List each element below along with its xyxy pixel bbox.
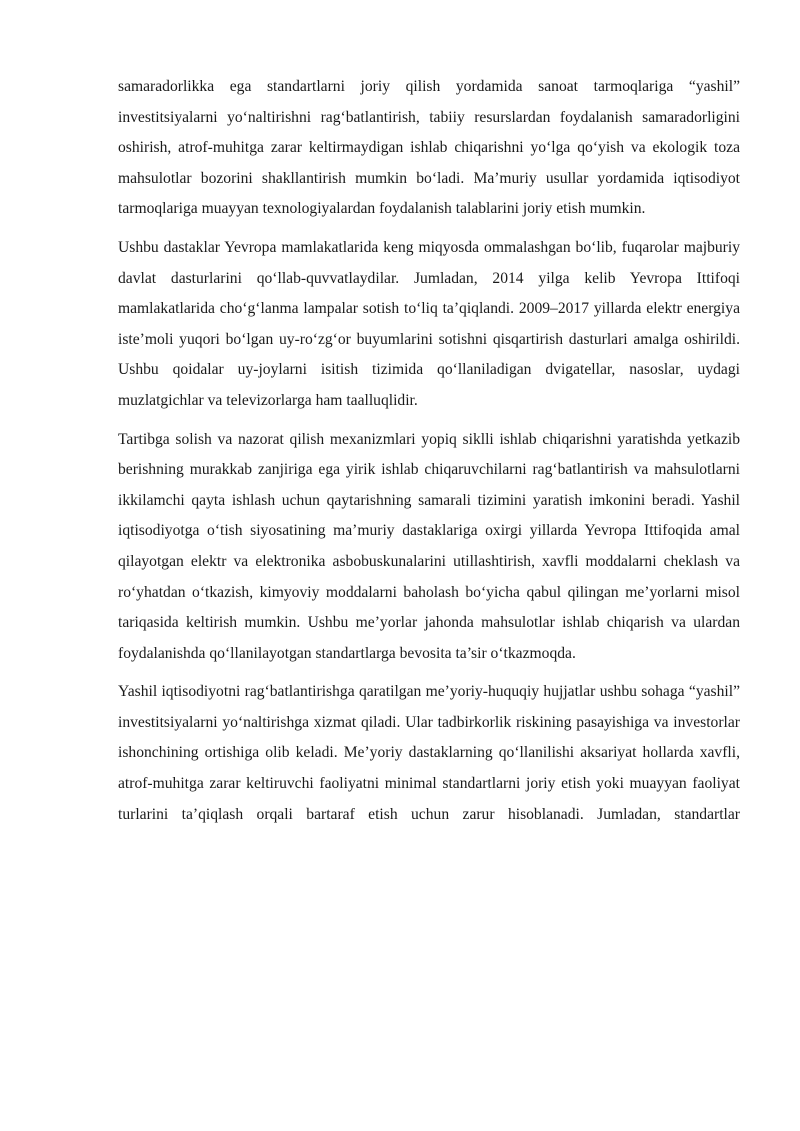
paragraph: Tartibga solish va nazorat qilish mexanizmlari yopiq siklli ishlab chiqarishni yaratishda yetkazib berishning murakkab zanjiriga ega yirik ishlab chiqaruvchilarni rag‘batlantirish va mahsulotlarni ikkilamchi qayta ishlash uchun qaytarishning samarali tizimini yaratish imkonini beradi. Yashil iqtisodiyotga o‘tish siyosatining ma’muriy dastaklariga oxirgi yillarda Yevropa Ittifoqida amal qilayotgan elektr va elektronika asbobuskunalarini utillashtirish, xavfli moddalarni cheklash va ro‘yhatdan o‘tkazish, kimyoviy moddalarni baholash bo‘yicha qabul qilingan me’yorlarni misol tariqasida keltirish mumkin. Ushbu me’yorlar jahonda mahsulotlar ishlab chiqarish va ulardan foydalanishda qo‘llanilayotgan standartlarga bevosita ta’sir o‘tkazmoqda.	[118, 430, 740, 662]
paragraph: Yashil iqtisodiyotni rag‘batlantirishga qaratilgan me’yoriy-huquqiy hujjatlar ushbu sohaga “yashil” investitsiyalarni yo‘naltirishga xizmat qiladi. Ular tadbirkorlik riskining pasayishiga va investorlar ishonchining ortishiga olib keladi. Me’yoriy dastaklarning qo‘llanilishi aksariyat hollarda xavfli, atrof-muhitga zarar keltiruvchi faoliyatni minimal standartlarni joriy etish yoki muayyan faoliyat turlarini ta’qiqlash orqali bartaraf etish uchun zarur hisoblanadi. Jumladan, standartlar	[118, 683, 740, 823]
paragraph: samaradorlikka ega standartlarni joriy qilish yordamida sanoat tarmoqlariga “yashil” investitsiyalarni yo‘naltirishni rag‘batlantirish, tabiiy resurslardan foydalanish samaradorligini oshirish, atrof-muhitga zarar keltirmaydigan ishlab chiqarishni yo‘lga qo‘yish va ekologik toza mahsulotlar bozorini shakllantirish mumkin bo‘ladi. Ma’muriy usullar yordamida iqtisodiyot tarmoqlariga muayyan texnologiyalardan foydalanish talablarini joriy etish mumkin.	[118, 78, 740, 218]
document-page	[118, 72, 740, 830]
paragraph: Ushbu dastaklar Yevropa mamlakatlarida keng miqyosda ommalashgan bo‘lib, fuqarolar majburiy davlat dasturlarini qo‘llab-quvvatlaydilar. Jumladan, 2014 yilga kelib Yevropa Ittifoqi mamlakatlarida cho‘g‘lanma lampalar sotish to‘liq ta’qiqlandi. 2009–2017 yillarda elektr energiya iste’moli yuqori bo‘lgan uy-ro‘zg‘or buyumlarini sotishni qisqartirish dasturlari amalga oshirildi. Ushbu qoidalar uy-joylarni isitish tizimida qo‘llaniladigan dvigatellar, nasoslar, uydagi muzlatgichlar va televizorlarga ham taalluqlidir.	[118, 238, 740, 409]
